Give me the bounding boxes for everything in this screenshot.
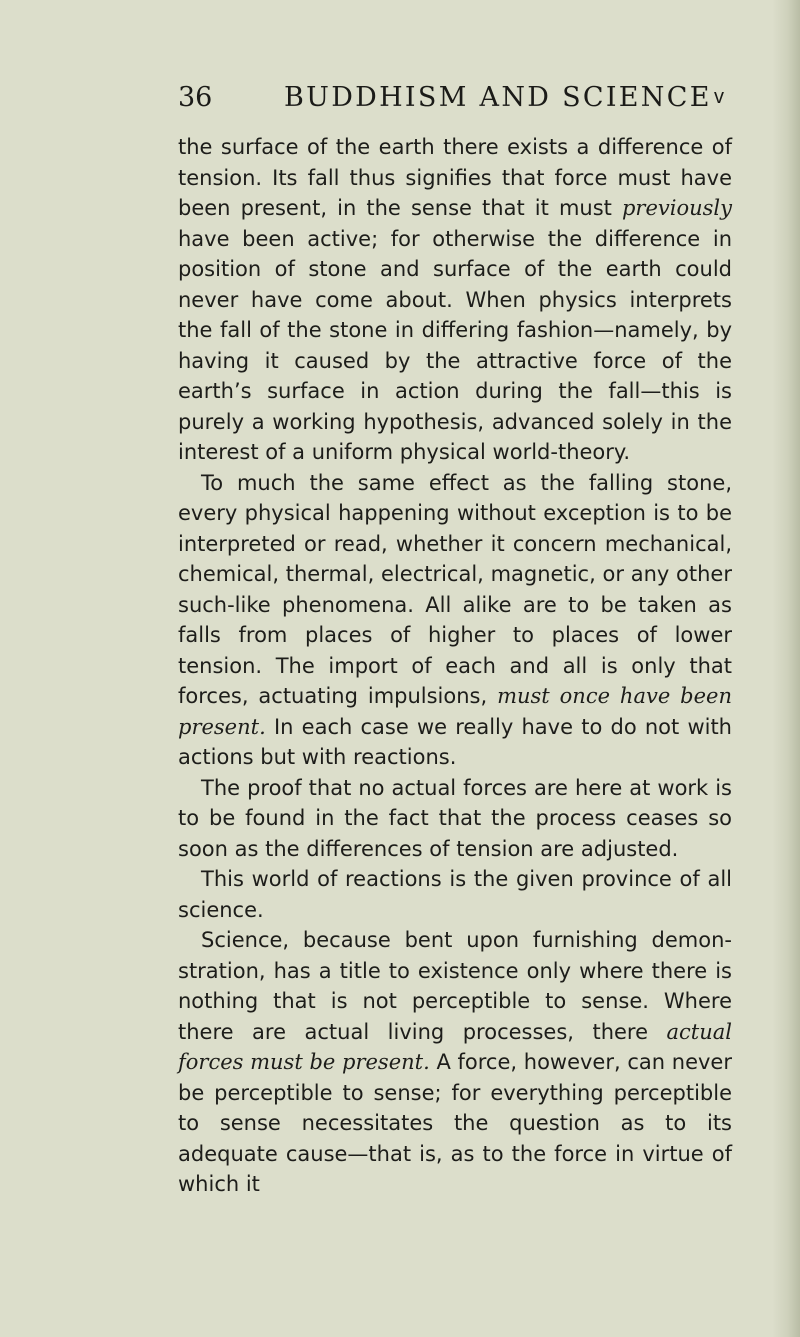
paragraph-text: A force, however, can never be perceptible to sense; for everything perceptible to sense necessitates the question as to its adequate cause—that is, as to the force in virtue of which it <box>178 1050 732 1196</box>
page-edge-shadow <box>772 0 800 1337</box>
paragraph <box>178 925 732 1200</box>
paragraph <box>178 864 732 925</box>
paragraph <box>178 132 732 468</box>
paragraph-text: This world of reactions is the given province of all science. <box>178 867 732 922</box>
paragraph-text: The proof that no actual forces are here at work is to be found in the fact that the process ceases so soon as the differences of tension are adjusted. <box>178 775 732 861</box>
emphasized-text: must once have been present. <box>178 684 733 739</box>
body-text <box>178 132 732 1200</box>
paragraph-text: In each case we really have to do not with actions but with reactions. <box>178 714 732 769</box>
paragraph-text: To much the same effect as the falling stone, every physical happening without exception is to be interpreted or read, whether it concern mechanical, chemical, thermal, electrical, magnetic, or any other such-like phenomena. All alike are to be taken as falls from places of higher to places of lower tension. The import of each and all is only that forces, actuating impulsions, <box>178 470 732 708</box>
emphasized-text: actual forces must be present. <box>178 1019 732 1074</box>
paragraph <box>178 468 732 773</box>
paragraph <box>178 773 732 865</box>
page-number: 36 <box>178 82 213 113</box>
paragraph-text: have been active; for otherwise the difference in position of stone and surface of the earth could never have come about. When physics interprets the fall of the stone in differing fashion—namely, by having it caused by the attractive force of the earth’s surface in action during the fall—this is purely a working hypothesis, advanced solely in the interest of a uniform physical world-theory. <box>178 226 732 464</box>
section-number: v <box>714 86 724 108</box>
paragraph-text: the surface of the earth there exists a difference of tension. Its fall thus signifies that force must have been present, in the sense that it must <box>178 135 732 220</box>
page-header <box>178 82 724 126</box>
running-title: BUDDHISM AND SCIENCE <box>284 82 712 113</box>
paragraph-text: Science, because bent upon furnishing demon-stration, has a title to existence only where there is nothing that is not perceptible to sense. Where there are actual living processes, there <box>178 928 732 1044</box>
emphasized-text: previously <box>621 196 732 220</box>
